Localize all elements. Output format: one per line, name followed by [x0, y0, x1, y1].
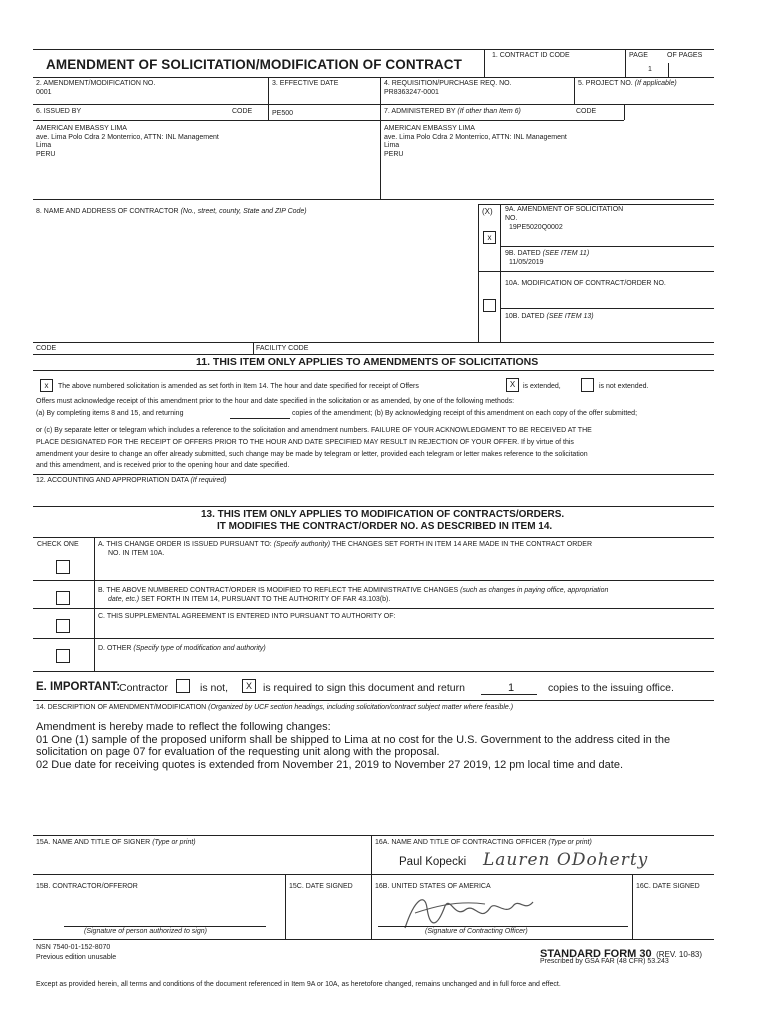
item-11-p2a: (a) By completing items 8 and 15, and returning: [36, 410, 184, 417]
nsn-number: NSN 7540-01-152-8070: [36, 944, 111, 951]
item-10a-label: 10A. MODIFICATION OF CONTRACT/ORDER NO.: [505, 280, 666, 287]
previous-edition-note: Previous edition unusable: [36, 954, 117, 961]
project-no-hint: (If applicable): [634, 80, 677, 87]
item-11-not-extended-text: is not extended.: [599, 383, 649, 390]
item-12-hint: (If required): [190, 477, 227, 484]
item-14-label: 14. DESCRIPTION OF AMENDMENT/MODIFICATION: [36, 704, 207, 711]
item-13-heading-1: 13. THIS ITEM ONLY APPLIES TO MODIFICATION OF CONTRACTS/ORDERS.: [201, 509, 565, 520]
administered-by-label: 7. ADMINISTERED BY: [384, 108, 456, 115]
contractor-hint: (No., street, county, State and ZIP Code): [180, 208, 307, 215]
item-15a-hint: (Type or print): [152, 839, 196, 846]
officer-name: Paul Kopecki: [399, 856, 467, 868]
item-16a-label: 16A. NAME AND TITLE OF CONTRACTING OFFICER: [375, 839, 547, 846]
item-16a-hint: (Type or print): [548, 839, 592, 846]
item-13d-text: D. OTHER: [98, 645, 132, 652]
item-9b-label: 9B. DATED: [505, 250, 541, 257]
administered-by-address: AMERICAN EMBASSY LIMA ave. Lima Polo Cdra 2 Monterrico, ATTN: INL Management Lima PERU: [384, 125, 567, 158]
item-e-copies-value: 1: [508, 682, 515, 694]
item-e-is-not-checkbox[interactable]: [176, 679, 190, 693]
item-11-p3: or (c) By separate letter or telegram which includes a reference to the solicitation and amendment numbers. FAILURE OF YOUR ACKNOWLEDGMENT TO BE RECEIVED AT THE: [36, 427, 592, 434]
issued-code-value: PE500: [272, 110, 294, 117]
item-10a-checkbox[interactable]: [483, 299, 496, 312]
terms-statement: Except as provided herein, all terms and conditions of the document referenced in Item 9A or 10A, as heretofore changed, remains unchanged and in full force and effect.: [36, 981, 561, 988]
x-column-header: (X): [482, 207, 493, 216]
admin-code-label: CODE: [576, 108, 597, 115]
item-11-line1: The above numbered solicitation is amended as set forth in Item 14. The hour and date specified for receipt of Offers: [58, 383, 419, 390]
description-line: 01 One (1) sample of the proposed uniform shall be shipped to Lima at no cost for the U.S. Government to the address cited in the: [36, 733, 671, 746]
item-11-heading: 11. THIS ITEM ONLY APPLIES TO AMENDMENTS OF SOLICITATIONS: [196, 356, 539, 368]
item-9a-label: 9A. AMENDMENT OF SOLICITATION NO.: [505, 206, 624, 222]
item-11-amended-checkbox[interactable]: x: [40, 379, 53, 392]
item-11-p4: PLACE DESIGNATED FOR THE RECEIPT OF OFFERS PRIOR TO THE HOUR AND DATE SPECIFIED MAY RESULT IN REJECTION OF YOUR OFFER. If by virtue of this: [36, 439, 574, 446]
form-title: AMENDMENT OF SOLICITATION/MODIFICATION OF CONTRACT: [46, 57, 462, 72]
item-13a-text-3: NO. IN ITEM 10A.: [108, 550, 165, 557]
item-13-heading-2: IT MODIFIES THE CONTRACT/ORDER NO. AS DESCRIBED IN ITEM 14.: [217, 521, 553, 532]
issued-by-label: 6. ISSUED BY: [36, 108, 82, 115]
item-13b-text: B. THE ABOVE NUMBERED CONTRACT/ORDER IS MODIFIED TO REFLECT THE ADMINISTRATIVE CHANGES: [98, 587, 459, 594]
item-14-description: [36, 721, 670, 771]
item-10b-hint: (SEE ITEM 13): [546, 313, 594, 320]
item-13b-checkbox[interactable]: [56, 591, 70, 605]
page-label: PAGE: [629, 52, 648, 59]
issued-code-label: CODE: [232, 108, 253, 115]
item-9b-value: 11/05/2019: [509, 259, 544, 266]
item-13b-hint-2: date, etc.): [108, 596, 140, 603]
item-11-extended-checkbox[interactable]: X: [506, 378, 519, 392]
item-13a-hint: (Specify authority): [273, 541, 331, 548]
item-e-tail-text: copies to the issuing office.: [548, 682, 674, 694]
item-13a-text: A. THIS CHANGE ORDER IS ISSUED PURSUANT TO:: [98, 541, 272, 548]
item-9b-hint: (SEE ITEM 11): [542, 250, 590, 257]
item-16c-label: 16C. DATE SIGNED: [636, 883, 700, 890]
item-13d-hint: (Specify type of modification and authority): [133, 645, 266, 652]
item-10b-label: 10B. DATED: [505, 313, 545, 320]
amendment-no-label: 2. AMENDMENT/MODIFICATION NO.: [36, 80, 156, 87]
item-13d-checkbox[interactable]: [56, 649, 70, 663]
effective-date-label: 3. EFFECTIVE DATE: [272, 80, 339, 87]
issued-by-address: AMERICAN EMBASSY LIMA ave. Lima Polo Cdra 2 Monterrico, ATTN: INL Management Lima PERU: [36, 125, 219, 158]
item-15b-label: 15B. CONTRACTOR/OFFEROR: [36, 883, 138, 890]
item-9a-value: 19PE5020Q0002: [509, 224, 563, 231]
officer-handwritten-name: Lauren ODoherty: [483, 850, 649, 870]
item-11-extended-text: is extended,: [523, 383, 561, 390]
item-13c-checkbox[interactable]: [56, 619, 70, 633]
check-one-label: CHECK ONE: [37, 541, 79, 548]
item-11-p2b: copies of the amendment; (b) By acknowledging receipt of this amendment on each copy of the offer submitted;: [292, 410, 638, 417]
item-11-p5: amendment your desire to change an offer already submitted, such change may be made by telegram or letter, provided each telegram or letter makes reference to the solicitation: [36, 451, 588, 458]
item-e-is-not-text: is not,: [200, 682, 229, 694]
item-12-label: 12. ACCOUNTING AND APPROPRIATION DATA: [36, 477, 189, 484]
project-no-label: 5. PROJECT NO.: [578, 80, 633, 87]
item-13b-hint: (such as changes in paying office, appropriation: [460, 587, 609, 594]
item-16b-caption: (Signature of Contracting Officer): [425, 928, 528, 935]
requisition-value: PR8363247-0001: [384, 89, 439, 96]
facility-code-label: FACILITY CODE: [256, 345, 309, 352]
item-11-p1: Offers must acknowledge receipt of this amendment prior to the hour and date specified in the solicitation or as amended, by one of the following methods:: [36, 398, 515, 405]
item-e-required-text: is required to sign this document and return: [263, 682, 465, 694]
description-line: 02 Due date for receiving quotes is extended from November 21, 2019 to November 27 2019, 12 pm local time and date.: [36, 758, 624, 771]
administered-by-hint: (If other than Item 6): [457, 108, 521, 115]
item-11-p6: and this amendment, and is received prior to the opening hour and date specified.: [36, 462, 290, 469]
item-15b-caption: (Signature of person authorized to sign): [84, 928, 207, 935]
item-13a-checkbox[interactable]: [56, 560, 70, 574]
item-13a-text-2: THE CHANGES SET FORTH IN ITEM 14 ARE MADE IN THE CONTRACT ORDER: [331, 541, 593, 548]
item-16b-label: 16B. UNITED STATES OF AMERICA: [375, 883, 491, 890]
amendment-no-value: 0001: [36, 89, 52, 96]
description-line: Amendment is hereby made to reflect the following changes:: [36, 721, 331, 733]
code-label: CODE: [36, 345, 57, 352]
form-revision: (REV. 10-83): [656, 950, 703, 959]
item-13c-text: C. THIS SUPPLEMENTAL AGREEMENT IS ENTERED INTO PURSUANT TO AUTHORITY OF:: [98, 613, 396, 620]
item-9a-checkbox[interactable]: x: [483, 231, 496, 244]
prescribed-by: Prescribed by GSA FAR (48 CFR) 53.243: [540, 958, 669, 965]
contract-id-label: 1. CONTRACT ID CODE: [492, 52, 570, 59]
of-pages-label: OF PAGES: [667, 52, 703, 59]
item-13b-text-2: SET FORTH IN ITEM 14, PURSUANT TO THE AUTHORITY OF FAR 43.103(b).: [141, 596, 391, 603]
item-e-required-checkbox[interactable]: X: [242, 679, 256, 693]
item-15c-label: 15C. DATE SIGNED: [289, 883, 353, 890]
standard-form-number: STANDARD FORM 30: [540, 948, 652, 960]
item-e-contractor-text: Contractor: [119, 682, 169, 694]
description-line: solicitation on page 07 for evaluation of the requesting unit along with the proposal.: [36, 746, 440, 758]
item-11-not-extended-checkbox[interactable]: [581, 378, 594, 392]
item-15a-label: 15A. NAME AND TITLE OF SIGNER: [36, 839, 151, 846]
item-e-label: E. IMPORTANT:: [36, 681, 121, 693]
item-14-hint: (Organized by UCF section headings, including solicitation/contract subject matter where feasible.): [208, 704, 514, 711]
page-value: 1: [648, 66, 652, 73]
requisition-label: 4. REQUISITION/PURCHASE REQ. NO.: [384, 80, 512, 87]
contractor-label: 8. NAME AND ADDRESS OF CONTRACTOR: [36, 208, 179, 215]
